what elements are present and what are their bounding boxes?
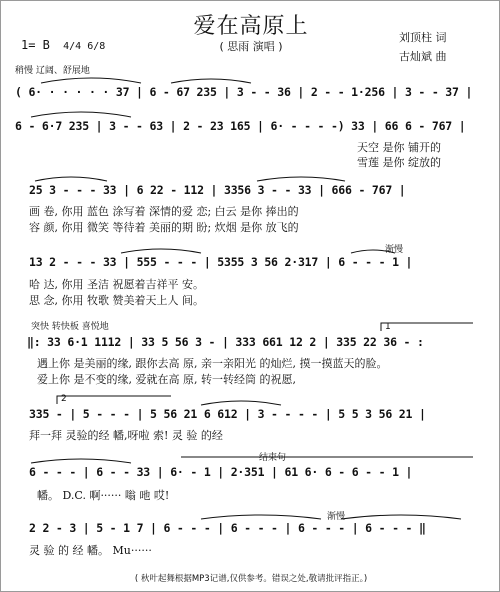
- volta-2-bracket: [57, 396, 171, 404]
- volta-1-bracket: [381, 323, 473, 331]
- tie-row-8b: [341, 515, 461, 519]
- composer-credit: 古灿斌 曲: [399, 50, 447, 63]
- slow-down-marking-2: 渐慢: [327, 512, 346, 522]
- notation-decorations: [1, 1, 500, 592]
- lyrics-row-5-verse-2: 爱上你 是不变的缘, 爱就在高 原, 转一转经筒 的祝愿,: [37, 373, 296, 386]
- tie-row-3b: [257, 177, 345, 181]
- singer-credit: ( 思雨 演唱 ): [219, 40, 283, 53]
- song-title: 爱在高原上: [193, 14, 309, 39]
- notation-row-4: 13 2 - - - 33 | 555 - - - | 5355 3 56 2·317 | 6 - - - 1 |: [29, 255, 413, 269]
- notation-row-5: ‖: 33 6·1 1112 | 33 5 56 3 - | 333 661 12 2 | 335 22 36 - :: [27, 335, 424, 349]
- tie-row-3: [35, 177, 107, 181]
- lyrics-row-6: 拜一拜 灵验的经 幡,呀啦 索! 灵 验 的经: [29, 429, 223, 442]
- section-tempo-marking: 突快 转快板 喜悦地: [31, 322, 109, 332]
- transcription-note: ( 秋叶起舞根据MP3记谱,仅供参考。错误之处,敬请批评指正。): [134, 574, 368, 584]
- key-label: 1= B: [21, 38, 50, 52]
- ending-marking: 结束句: [259, 453, 287, 463]
- lyrics-row-2-verse-1: 天空 是你 铺开的: [357, 141, 441, 154]
- tie-row-1b: [171, 79, 251, 83]
- tie-row-6: [201, 401, 281, 405]
- tie-row-7: [31, 459, 131, 463]
- notation-row-7: 6 - - - | 6 - - 33 | 6· - 1 | 2·351 | 61 6· 6 - 6 - - 1 |: [29, 465, 413, 479]
- tie-row-4: [121, 249, 201, 253]
- lyrics-row-3-verse-2: 容 颜, 你用 微笑 等待着 美丽的期 盼; 炊烟 是你 放飞的: [29, 221, 299, 234]
- tempo-marking: 稍慢 辽阔、舒展地: [15, 66, 90, 76]
- slow-down-marking: 渐慢: [385, 245, 404, 255]
- tie-row-1: [41, 78, 141, 83]
- notation-row-8: 2 2 - 3 | 5 - 1 7 | 6 - - - | 6 - - - | 6 - - - | 6 - - - ‖: [29, 521, 426, 535]
- lyrics-row-4-verse-1: 哈 达, 你用 圣洁 祝愿着吉祥平 安。: [29, 278, 204, 291]
- volta-1-label: 1: [385, 322, 391, 332]
- notation-row-6: 335 - | 5 - - - | 5 56 21 6 612 | 3 - - - - | 5 5 3 56 21 |: [29, 407, 426, 421]
- notation-row-1: ( 6· · · · · · 37 | 6 - 67 235 | 3 - - 36 | 2 - - 1·256 | 3 - - 37 |: [15, 85, 473, 99]
- tie-row-2: [31, 112, 131, 117]
- lyricist-credit: 刘顶柱 词: [399, 31, 447, 44]
- tie-row-8: [201, 515, 321, 519]
- lyrics-row-3-verse-1: 画 卷, 你用 蓝色 涂写着 深情的爱 恋; 白云 是你 捧出的: [29, 205, 299, 218]
- notation-row-2: 6 - 6·7 235 | 3 - - 63 | 2 - 23 165 | 6· - - - -) 33 | 66 6 - 767 |: [15, 119, 466, 133]
- lyrics-row-4-verse-2: 思 念, 你用 牧歌 赞美着天上人 间。: [29, 294, 204, 307]
- lyrics-row-7: 幡。 D.C. 啊······ 嗡 吔 哎!: [37, 489, 170, 502]
- lyrics-row-5-verse-1: 遇上你 是美丽的缘, 跟你去高 原, 亲一亲阳光 的灿烂, 摸一摸蓝天的脸。: [37, 357, 388, 370]
- lyrics-row-8: 灵 验 的 经 幡。 Mu······: [29, 544, 152, 557]
- notation-row-3: 25 3 - - - 33 | 6 22 - 112 | 3356 3 - - 33 | 666 - 767 |: [29, 183, 406, 197]
- volta-2-label: 2: [61, 394, 67, 404]
- lyrics-row-2-verse-2: 雪莲 是你 绽放的: [357, 156, 441, 169]
- time-signature: 4/4 6/8: [63, 41, 106, 52]
- tie-row-4b: [351, 250, 395, 253]
